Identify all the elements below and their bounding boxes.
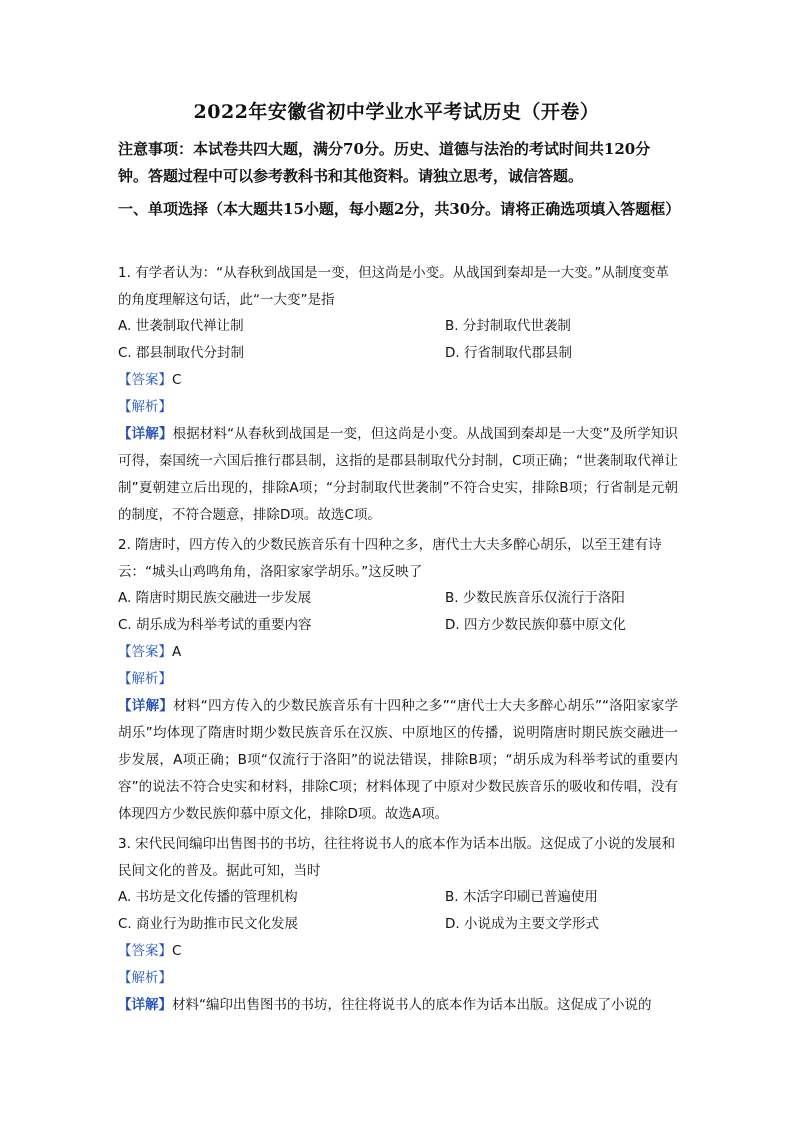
answer-label: 【答案】 (118, 943, 172, 959)
option-c: C. 郡县制取代分封制 (118, 345, 245, 361)
answer-line (118, 370, 181, 390)
option-c: C. 商业行为助推市民文化发展 (118, 916, 299, 932)
answer-label: 【答案】 (118, 644, 172, 660)
detail-paragraph (118, 992, 678, 1019)
detail-label: 【详解】 (118, 997, 172, 1013)
question-stem: 3. 宋代民间编印出售图书的书坊，往往将说书人的底本作为话本出版。这促成了小说的发展和民间文化的普及。据此可知，当时 (118, 836, 676, 879)
option-d: D. 行省制取代郡县制 (445, 345, 572, 361)
answer-value: C (172, 943, 182, 959)
option-b: B. 少数民族音乐仅流行于洛阳 (445, 590, 625, 606)
option-b: B. 木活字印刷已普遍使用 (445, 889, 598, 905)
option-a: A. 世袭制取代禅让制 (118, 318, 244, 334)
option-a: A. 书坊是文化传播的管理机构 (118, 889, 298, 905)
analysis-label: 【解析】 (118, 671, 172, 687)
option-d: D. 小说成为主要文学形式 (445, 916, 599, 932)
detail-paragraph (118, 421, 678, 529)
analysis-label: 【解析】 (118, 970, 172, 986)
answer-line (118, 642, 181, 662)
detail-label: 【详解】 (118, 426, 173, 442)
option-d: D. 四方少数民族仰慕中原文化 (445, 617, 626, 633)
answer-label: 【答案】 (118, 372, 172, 388)
answer-value: C (172, 372, 182, 388)
detail-label: 【详解】 (118, 698, 174, 714)
detail-text: 材料“四方传入的少数民族音乐有十四种之多”“唐代士大夫多醉心胡乐”“洛阳家家学胡乐”均体现了隋唐时期少数民族音乐在汉族、中原地区的传播，说明隋唐时期民族交融进一步发展，A项正确；B项“仅流行于洛阳”的说法错误，排除B项；“胡乐成为科举考试的重要内容”的说法不符合史实和材料，排除C项；材料体现了中原对少数民族音乐的吸收和传唱，没有体现四方少数民族仰慕中原文化，排除D项。故选A项。 (118, 698, 678, 822)
section-heading: 一、单项选择（本大题共15小题，每小题2分，共30分。请将正确选项填入答题框） (118, 200, 681, 218)
analysis-line (118, 669, 172, 689)
answer-value: A (172, 644, 182, 660)
question-stem: 2. 隋唐时，四方传入的少数民族音乐有十四种之多，唐代士大夫多醉心胡乐，以至王建有诗云：“城头山鸡鸣角角，洛阳家家学胡乐。”这反映了 (118, 537, 662, 580)
option-b: B. 分封制取代世袭制 (445, 318, 571, 334)
analysis-label: 【解析】 (118, 399, 172, 415)
page-title: 2022年安徽省初中学业水平考试历史（开卷） (193, 101, 600, 123)
option-c: C. 胡乐成为科举考试的重要内容 (118, 617, 312, 633)
detail-text: 材料“编印出售图书的书坊，往往将说书人的底本作为话本出版。这促成了小说的 (172, 997, 652, 1013)
option-a: A. 隋唐时期民族交融进一步发展 (118, 590, 312, 606)
exam-notice: 注意事项：本试卷共四大题，满分70分。历史、道德与法治的考试时间共120分钟。答题过程中可以参考教科书和其他资料。请独立思考，诚信答题。 (118, 140, 651, 185)
analysis-line (118, 397, 172, 417)
detail-text: 根据材料“从春秋到战国是一变，但这尚是小变。从战国到秦却是一大变”及所学知识可得，秦国统一六国后推行郡县制，这指的是郡县制取代分封制，C项正确；“世袭制取代禅让制”夏朝建立后出现的，排除A项；“分封制取代世袭制”不符合史实，排除B项；行省制是元朝的制度，不符合题意，排除D项。故选C项。 (118, 426, 678, 523)
answer-line (118, 941, 181, 961)
analysis-line (118, 968, 172, 988)
question-stem: 1. 有学者认为：“从春秋到战国是一变，但这尚是小变。从战国到秦却是一大变。”从制度变革的角度理解这句话，此“一大变”是指 (118, 265, 669, 308)
detail-paragraph (118, 693, 678, 828)
